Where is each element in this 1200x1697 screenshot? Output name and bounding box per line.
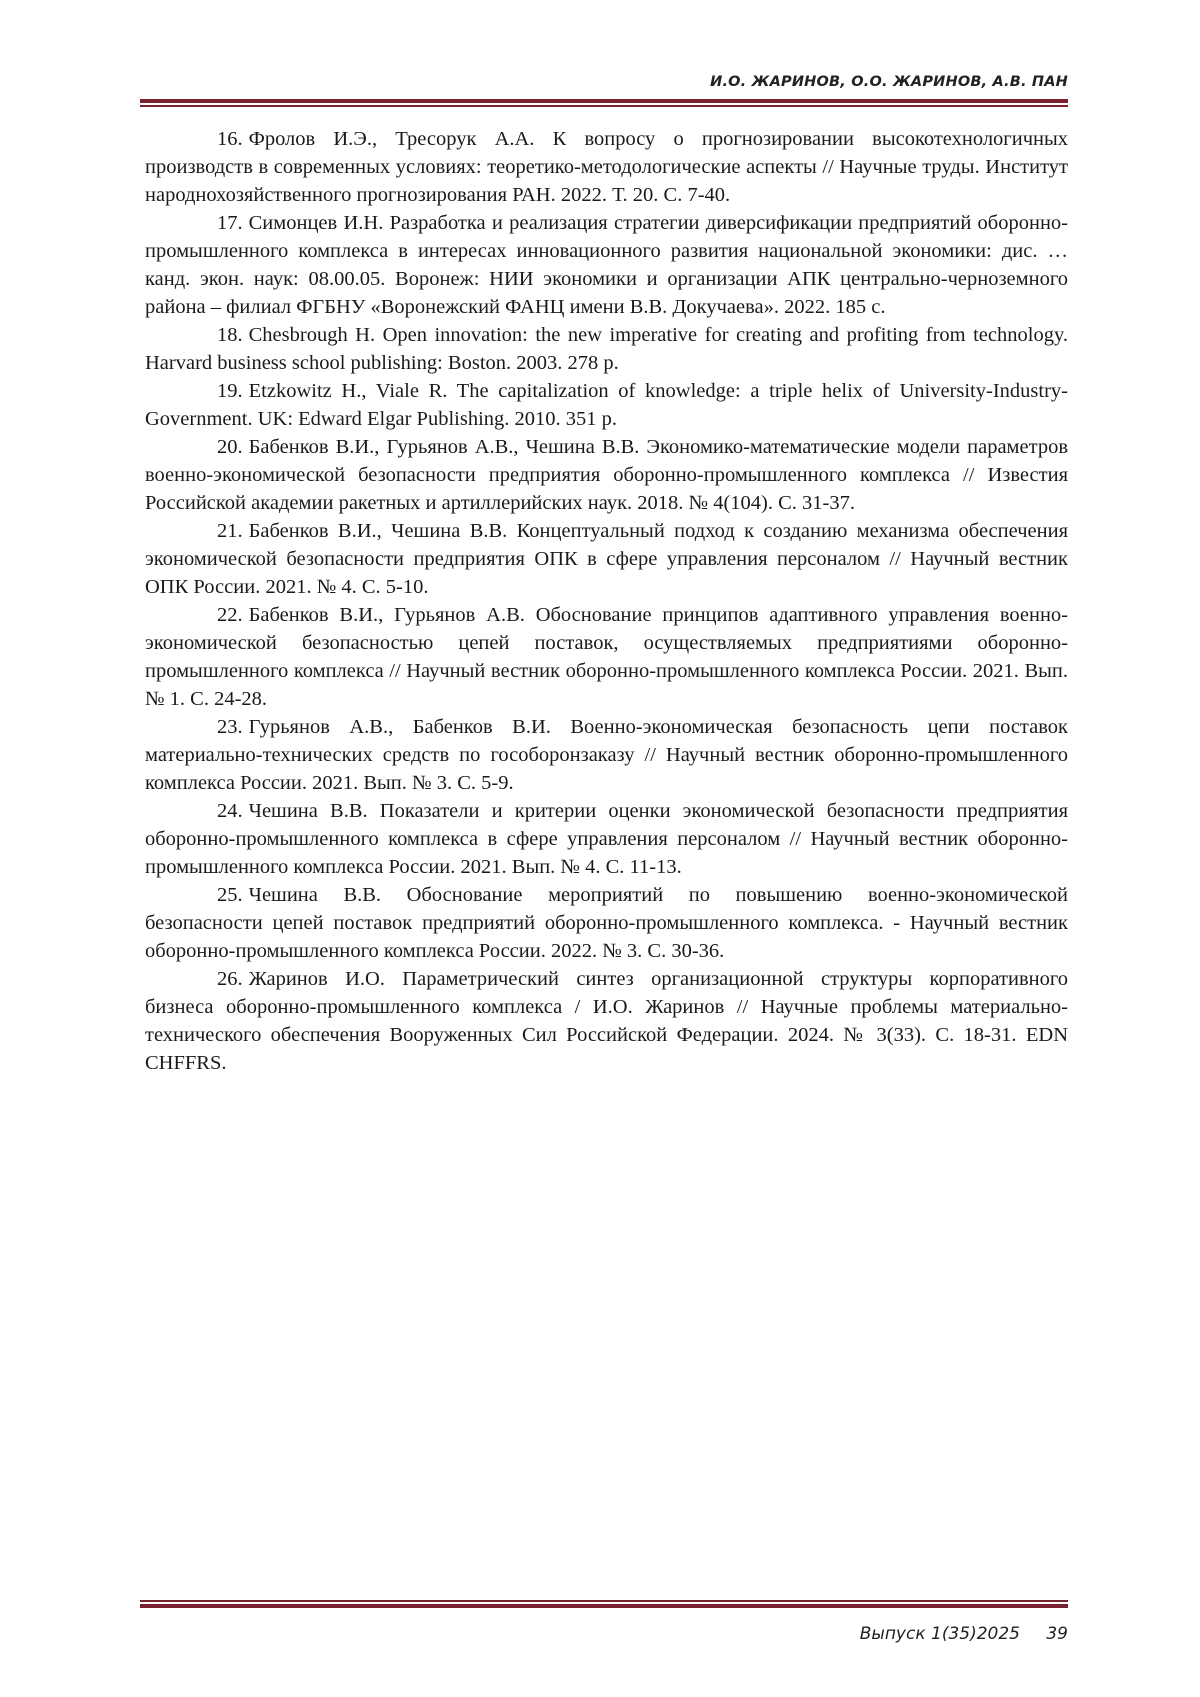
header-rule (140, 99, 1068, 107)
reference-number: 20. (217, 436, 243, 458)
running-header-authors: И.О. ЖАРИНОВ, О.О. ЖАРИНОВ, А.В. ПАН (710, 74, 1068, 90)
reference-item (145, 601, 1068, 713)
reference-text: Чешина В.В. Показатели и критерии оценки экономической безопасности предприятия оборонно-промышленного комплекса в сфере управления персоналом // Научный вестник оборонно-промышленного комплекса России. 2021. Вып. № 4. С. 11-13. (145, 800, 1068, 878)
reference-number: 24. (217, 800, 243, 822)
reference-item (145, 125, 1068, 209)
reference-item (145, 965, 1068, 1077)
header-rule-thin (140, 105, 1068, 107)
reference-number: 22. (217, 604, 243, 626)
page-number: 39 (1046, 1624, 1068, 1644)
reference-text: Жаринов И.О. Параметрический синтез организационной структуры корпоративного бизнеса оборонно-промышленного комплекса / И.О. Жаринов // Научные проблемы материально-технического обеспечения Вооруженных Сил Российской Федерации. 2024. № 3(33). С. 18-31. EDN CHFFRS. (145, 968, 1068, 1074)
reference-item (145, 209, 1068, 321)
reference-text: Гурьянов А.В., Бабенков В.И. Военно-экономическая безопасность цепи поставок материально-технических средств по гособоронзаказу // Научный вестник оборонно-промышленного комплекса России. 2021. Вып. № 3. С. 5-9. (145, 716, 1068, 794)
page-footer (140, 1600, 1068, 1660)
reference-number: 19. (217, 380, 243, 402)
reference-text: Etzkowitz H., Viale R. The capitalization of knowledge: a triple helix of University-Industry-Government. UK: Edward Elgar Publishing. 2010. 351 p. (145, 380, 1068, 430)
footer-rule (140, 1600, 1068, 1608)
reference-item (145, 321, 1068, 377)
reference-text: Чешина В.В. Обоснование мероприятий по повышению военно-экономической безопасности цепей поставок предприятий оборонно-промышленного комплекса. - Научный вестник оборонно-промышленного комплекса России. 2022. № 3. С. 30-36. (145, 884, 1068, 962)
reference-text: Бабенков В.И., Гурьянов А.В., Чешина В.В. Экономико-математические модели параметров военно-экономической безопасности предприятия оборонно-промышленного комплекса // Известия Российской академии ракетных и артиллерийских наук. 2018. № 4(104). С. 31-37. (145, 436, 1068, 514)
reference-number: 26. (217, 968, 243, 990)
reference-text: Симонцев И.Н. Разработка и реализация стратегии диверсификации предприятий оборонно-промышленного комплекса в интересах инновационного развития национальной экономики: дис. … канд. экон. наук: 08.00.05. Воронеж: НИИ экономики и организации АПК центрально-черноземного района – филиал ФГБНУ «Воронежский ФАНЦ имени В.В. Докучаева». 2022. 185 с. (145, 212, 1068, 318)
reference-number: 23. (217, 716, 243, 738)
footer-rule-thick (140, 1604, 1068, 1608)
reference-item (145, 517, 1068, 601)
page-header (140, 74, 1068, 108)
reference-number: 16. (217, 128, 243, 150)
reference-item (145, 797, 1068, 881)
reference-text: Фролов И.Э., Тресорук А.А. К вопросу о прогнозировании высокотехнологичных производств в современных условиях: теоретико-методологические аспекты // Научные труды. Институт народнохозяйственного прогнозирования РАН. 2022. Т. 20. С. 7-40. (145, 128, 1068, 206)
reference-item (145, 433, 1068, 517)
reference-number: 17. (217, 212, 243, 234)
reference-list (145, 125, 1068, 1077)
reference-number: 18. (217, 324, 243, 346)
reference-number: 25. (217, 884, 243, 906)
reference-text: Бабенков В.И., Чешина В.В. Концептуальный подход к созданию механизма обеспечения экономической безопасности предприятия ОПК в сфере управления персоналом // Научный вестник ОПК России. 2021. № 4. С. 5-10. (145, 520, 1068, 598)
header-rule-thick (140, 99, 1068, 103)
footer-rule-thin (140, 1600, 1068, 1602)
reference-text: Бабенков В.И., Гурьянов А.В. Обоснование принципов адаптивного управления военно-экономической безопасностью цепей поставок, осуществляемых предприятиями оборонно-промышленного комплекса // Научный вестник оборонно-промышленного комплекса России. 2021. Вып. № 1. С. 24-28. (145, 604, 1068, 710)
reference-number: 21. (217, 520, 243, 542)
reference-item (145, 377, 1068, 433)
reference-item (145, 713, 1068, 797)
reference-item (145, 881, 1068, 965)
footer-issue: Выпуск 1(35)2025 (859, 1624, 1020, 1644)
reference-text: Chesbrough H. Open innovation: the new imperative for creating and profiting from technology. Harvard business school publishing: Boston. 2003. 278 p. (145, 324, 1068, 374)
